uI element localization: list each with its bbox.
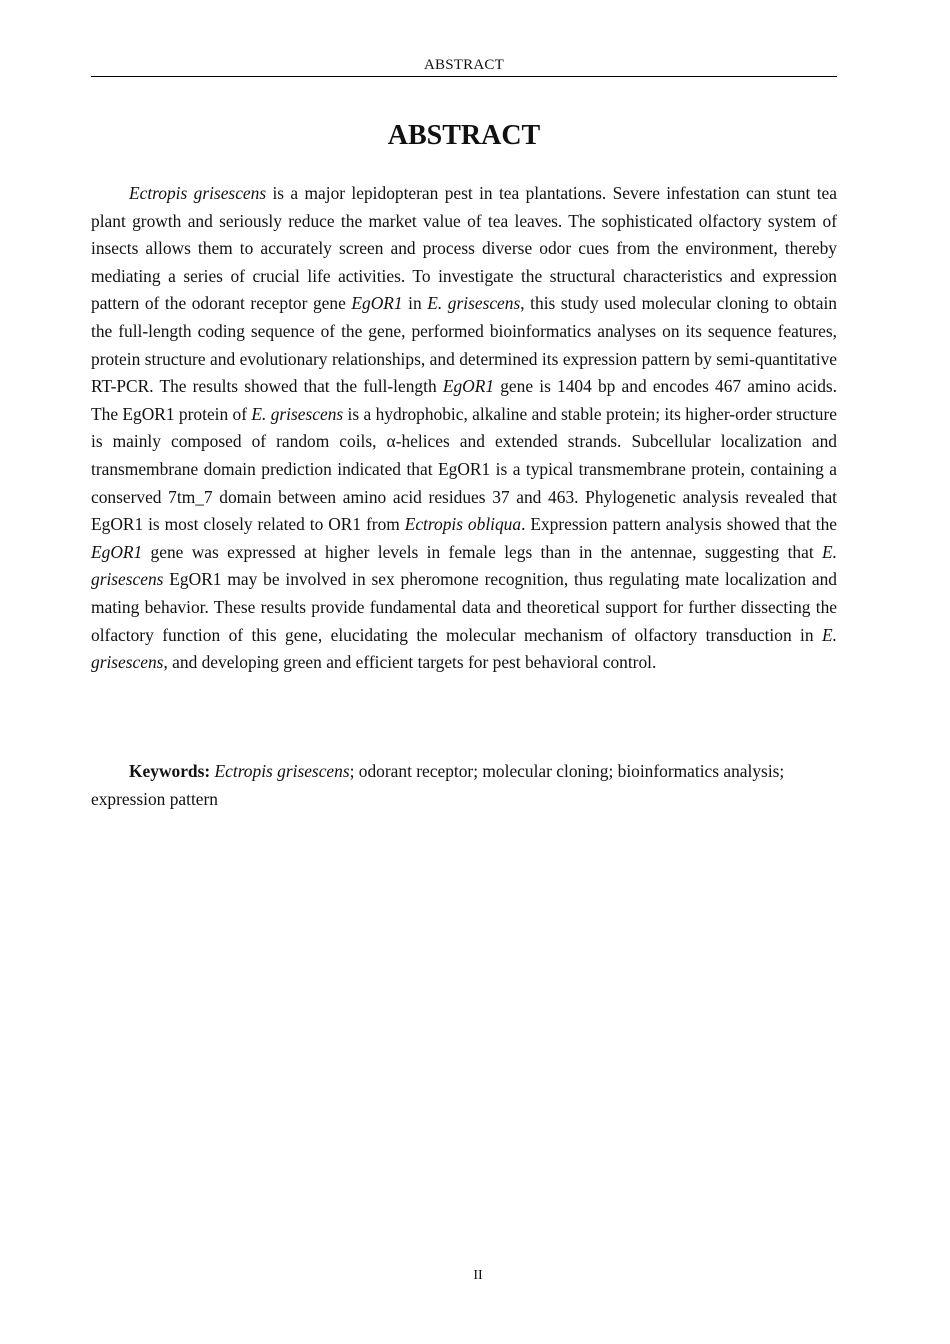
abstract-segment: is a major lepidopteran pest in tea plantations. Severe infestation can stunt tea plant growth and seriously reduce the market value of tea leaves. The sophisticated olfactory system of insects allows them to accurately screen and process diverse odor cues from the environment, thereby mediating a series of crucial life activities. To investigate the structural characteristics and expression pattern of the odorant receptor gene [91,183,837,314]
keywords-paragraph [91,758,841,813]
page-number: II [473,1268,483,1283]
page-title: ABSTRACT [387,120,541,151]
keyword-italic-term: Ectropis grisescens [214,761,350,781]
keywords-list: ; odorant receptor; molecular cloning; bioinformatics analysis; expression pattern [91,761,785,809]
abstract-segment: Ectropis obliqua [404,514,522,535]
abstract-segment: EgOR1 may be involved in sex pheromone recognition, thus regulating mate localization and mating behavior. These results provide fundamental data and theoretical support for further dissecting the olfactory function of this gene, elucidating the molecular mechanism of olfactory transduction in [91,569,837,645]
abstract-segment: , and developing green and efficient targets for pest behavioral control. [163,652,657,673]
abstract-segment: . Expression pattern analysis showed that the [521,514,837,535]
abstract-segment: Ectropis grisescens [129,183,267,203]
abstract-segment: gene is 1404 bp and encodes 467 amino acids. The EgOR1 protein of [91,376,838,424]
abstract-segment: E. grisescens [91,541,837,590]
abstract-segment: E. grisescens [91,624,837,673]
keywords-label: Keywords: [129,761,211,781]
abstract-segment: in [402,293,428,314]
abstract-segment: EgOR1 [351,293,403,314]
abstract-segment: EgOR1 [91,541,143,562]
abstract-segment: E. grisescens [427,293,521,314]
abstract-segment: EgOR1 [442,376,495,397]
abstract-segment: E. grisescens [251,403,344,424]
abstract-paragraph [91,180,837,677]
abstract-segment: , this study used molecular cloning to obtain the full-length coding sequence of the gene, performed bioinformatics analyses on its sequence features, protein structure and evolutionary relationships, and determined its expression pattern by semi-quantitative RT-PCR. The results showed that the full-length [91,293,837,397]
running-header: ABSTRACT [91,57,837,77]
abstract-segment: is a hydrophobic, alkaline and stable protein; its higher-order structure is mainly composed of random coils, α-helices and extended strands. Subcellular localization and transmembrane domain prediction indicated that EgOR1 is a typical transmembrane protein, containing a conserved 7tm_7 domain between amino acid residues 37 and 463. Phylogenetic analysis revealed that EgOR1 is most closely related to OR1 from [91,403,837,535]
abstract-segment: gene was expressed at higher levels in female legs than in the antennae, suggesting that [142,541,823,562]
